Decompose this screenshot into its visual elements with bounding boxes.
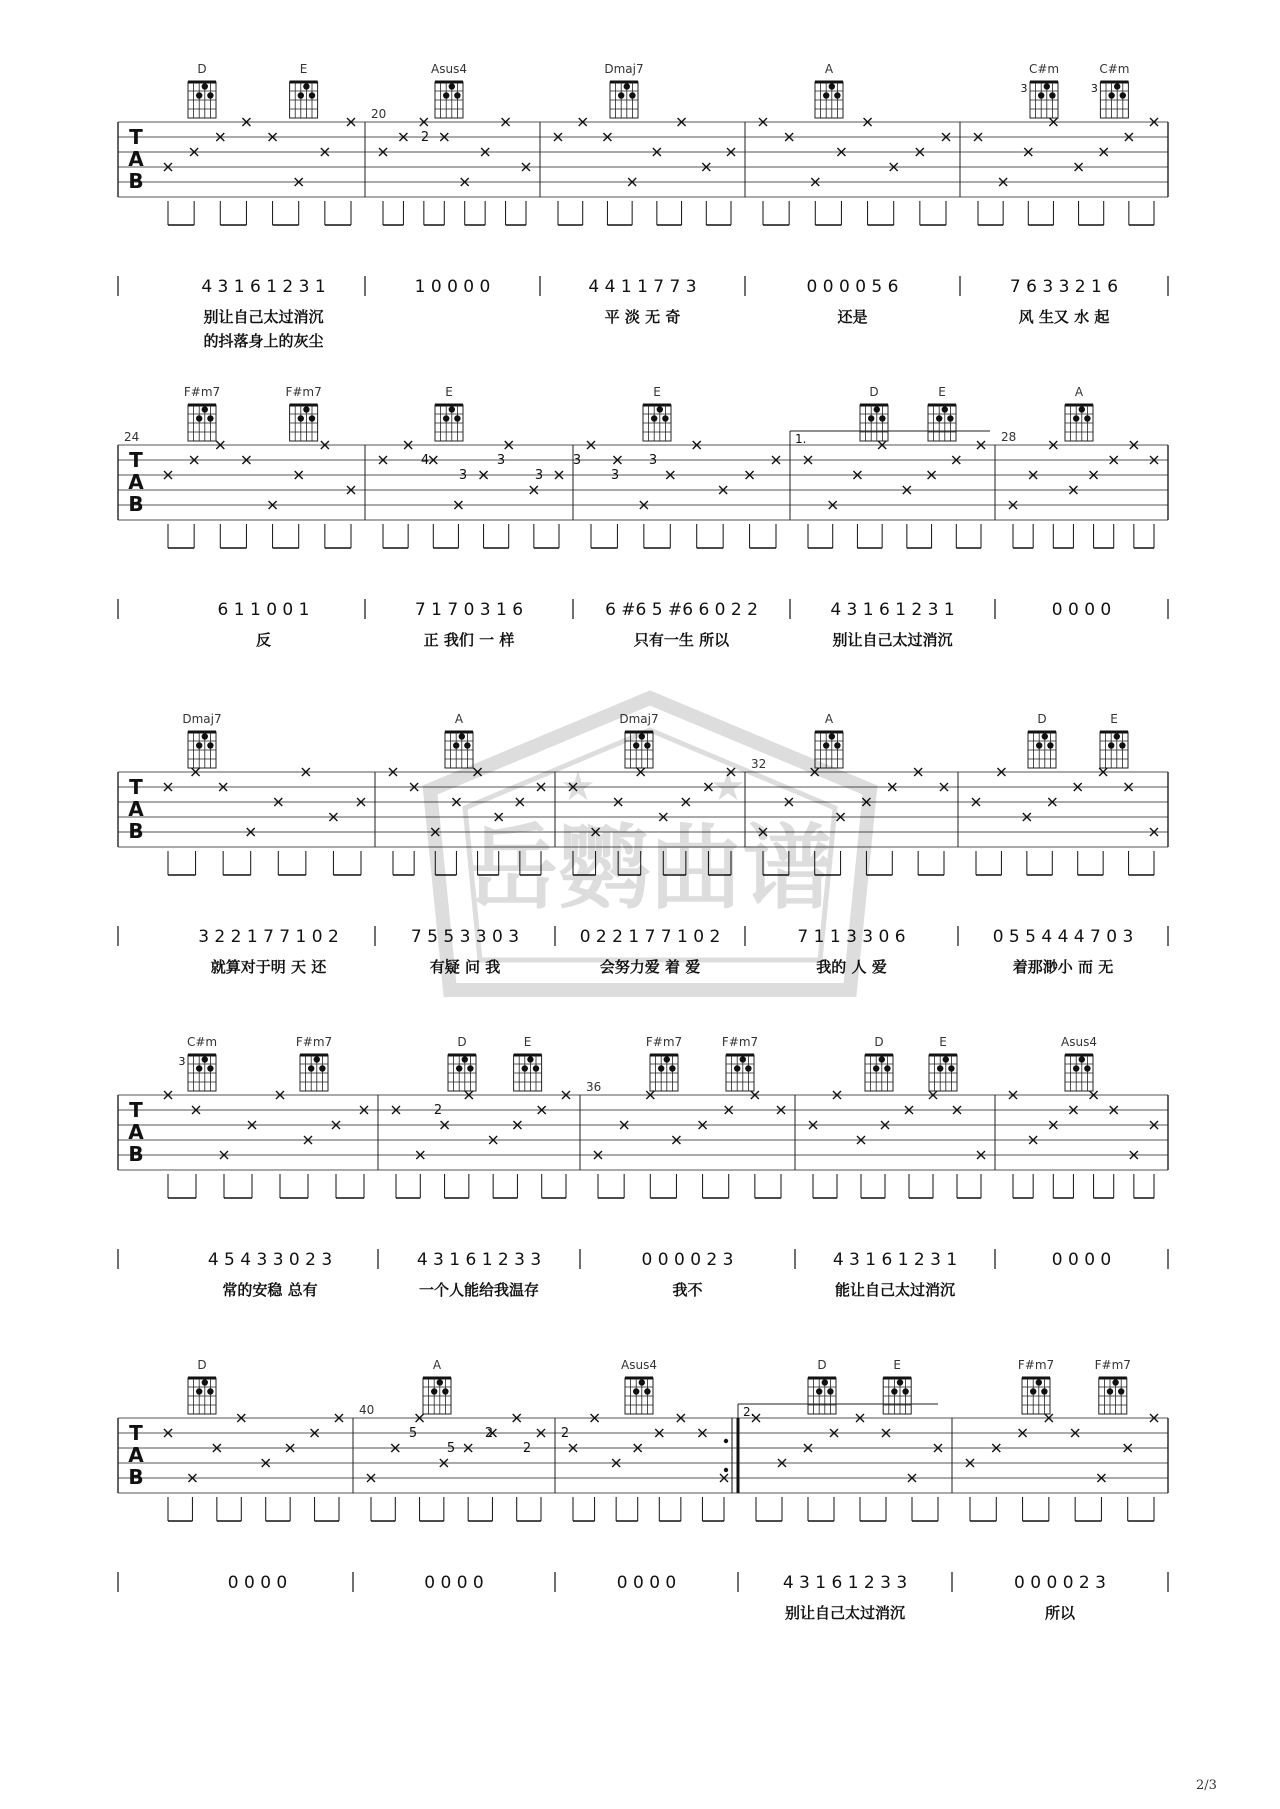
- chord-dot: [658, 1065, 664, 1071]
- chord-dot: [629, 92, 635, 98]
- tab-clef: B: [128, 1142, 144, 1166]
- chord-dot: [942, 406, 948, 412]
- chord-dot: [644, 1388, 650, 1394]
- chord-name: C#m: [1028, 62, 1060, 76]
- chord-name: A: [454, 712, 464, 726]
- chord-dot: [879, 1056, 885, 1062]
- chord-dot: [884, 1065, 890, 1071]
- tab-staff: [118, 1403, 1168, 1521]
- tab-fret-number: 2: [433, 1103, 443, 1118]
- chord-dot: [1079, 1056, 1085, 1062]
- chord-name: A: [1074, 385, 1084, 399]
- chord-name: E: [299, 62, 308, 76]
- chord-dot: [816, 1388, 822, 1394]
- chord-dot: [303, 83, 309, 89]
- chord-diagram: [179, 1035, 218, 1091]
- chord-dot: [1079, 406, 1085, 412]
- chord-diagram: [182, 712, 221, 768]
- chord-name: E: [939, 1035, 947, 1049]
- svg-text:★: ★: [560, 764, 596, 810]
- chord-dot: [829, 733, 835, 739]
- chord-dot: [314, 1056, 320, 1062]
- chord-dot: [298, 415, 304, 421]
- measure-number: 32: [751, 757, 767, 771]
- numbered-notation-measure: 4 3 1 6 1 2 3 1: [830, 600, 955, 620]
- chord-dot: [662, 415, 668, 421]
- chord-diagram: [290, 62, 318, 118]
- tab-fret-number: 3: [534, 468, 544, 483]
- tab-clef: A: [128, 1120, 144, 1144]
- chord-dot: [456, 1065, 462, 1071]
- numbered-notation-measure: 6 #6 5 #6 6 0 2 2: [605, 600, 758, 620]
- chord-fret-number: 3: [1090, 82, 1098, 95]
- numbered-notation-measure: 7 1 7 0 3 1 6: [414, 600, 524, 620]
- numbered-notation-measure: 7 6 3 3 2 1 6: [1009, 277, 1119, 297]
- svg-text:★: ★: [710, 764, 746, 810]
- chord-dot: [633, 1388, 639, 1394]
- numbered-notation-measure: 0 5 5 4 4 4 7 0 3: [992, 927, 1134, 947]
- numbered-notation-measure: 1 0 0 0 0: [414, 277, 491, 297]
- chord-dot: [879, 415, 885, 421]
- chord-fret-number: 3: [1020, 82, 1028, 95]
- chord-dot: [202, 83, 208, 89]
- chord-diagram: [1065, 385, 1093, 441]
- chord-name: Dmaj7: [619, 712, 659, 726]
- lyric-line: 风 生又 水 起: [1018, 308, 1110, 326]
- chord-diagram: [514, 1035, 542, 1091]
- chord-name: D: [817, 1358, 827, 1372]
- chord-name: A: [432, 1358, 442, 1372]
- chord-diagram: [1018, 1358, 1054, 1414]
- lyric-line: 就算对于明 天 还: [210, 958, 327, 976]
- lyric-line: 还是: [837, 308, 868, 326]
- chord-diagram: [621, 1358, 657, 1414]
- measure-number: 28: [1001, 430, 1017, 444]
- tab-staff: [118, 757, 1168, 875]
- chord-dot: [624, 83, 630, 89]
- chord-dot: [1120, 92, 1126, 98]
- system-row-5: [118, 1358, 1168, 1622]
- chord-dot: [669, 1065, 675, 1071]
- tab-clef: T: [129, 1098, 143, 1122]
- numbered-notation-measure: 7 5 5 3 3 0 3: [410, 927, 520, 947]
- chord-diagram: [188, 62, 216, 118]
- tab-clef: B: [128, 1465, 144, 1489]
- chord-dot: [467, 1065, 473, 1071]
- tab-fret-number: 2: [420, 130, 430, 145]
- chord-diagram: [722, 1035, 758, 1091]
- chord-dot: [449, 406, 455, 412]
- numbered-notation-measure: 0 0 0 0: [616, 1573, 677, 1593]
- system-row-1: [118, 62, 1168, 350]
- tab-fret-number: 3: [496, 453, 506, 468]
- chord-name: C#m: [1099, 62, 1130, 76]
- chord-diagram: [1061, 1035, 1097, 1091]
- tab-staff: [118, 107, 1168, 225]
- chord-dot: [449, 83, 455, 89]
- chord-dot: [868, 415, 874, 421]
- numbered-notation-measure: 0 0 0 0: [1051, 1250, 1112, 1270]
- chord-dot: [319, 1065, 325, 1071]
- chord-dot: [202, 733, 208, 739]
- chord-dot: [454, 92, 460, 98]
- tab-clef: T: [129, 125, 143, 149]
- chord-dot: [874, 406, 880, 412]
- numbered-notation-measure: 0 0 0 0 2 3: [641, 1250, 734, 1270]
- chord-dot: [442, 1388, 448, 1394]
- tab-staff: [118, 1080, 1168, 1198]
- tab-fret-number: 3: [648, 453, 658, 468]
- chord-dot: [202, 406, 208, 412]
- chord-dot: [1108, 742, 1114, 748]
- lyric-line: 能让自己太过消沉: [834, 1281, 956, 1299]
- chord-name: D: [197, 1358, 207, 1372]
- chord-dot: [1084, 1065, 1090, 1071]
- tab-clef: B: [128, 819, 144, 843]
- chord-diagram: [423, 1358, 451, 1414]
- chord-dot: [1114, 733, 1120, 739]
- chord-dot: [196, 1065, 202, 1071]
- chord-dot: [1114, 83, 1120, 89]
- chord-dot: [664, 1056, 670, 1062]
- chord-dot: [443, 415, 449, 421]
- chord-dot: [527, 1056, 533, 1062]
- chord-dot: [202, 1379, 208, 1385]
- lyric-line: 我的 人 爱: [816, 958, 887, 976]
- lyric-line: 我不: [672, 1281, 703, 1299]
- chord-name: F#m7: [285, 385, 322, 399]
- chord-dot: [1049, 92, 1055, 98]
- chord-dot: [1042, 733, 1048, 739]
- chord-dot: [829, 83, 835, 89]
- chord-name: A: [824, 62, 834, 76]
- numbered-notation-measure: 4 5 4 3 3 0 2 3: [207, 1250, 333, 1270]
- chord-name: D: [457, 1035, 467, 1049]
- chord-diagram: [435, 385, 463, 441]
- chord-name: Asus4: [621, 1358, 657, 1372]
- chord-diagram: [448, 1035, 476, 1091]
- chord-diagram: [1100, 712, 1128, 768]
- chord-dot: [823, 92, 829, 98]
- chord-dot: [1041, 1388, 1047, 1394]
- lyric-line: 只有一生 所以: [633, 631, 730, 649]
- tab-clef: A: [128, 147, 144, 171]
- tab-fret-number: 5: [446, 1441, 456, 1456]
- chord-name: F#m7: [721, 1035, 759, 1049]
- chord-name: C#m: [186, 1035, 218, 1049]
- tab-fret-number: 3: [610, 468, 620, 483]
- chord-dot: [196, 92, 202, 98]
- chord-name: F#m7: [1017, 1358, 1055, 1372]
- chord-diagram: [646, 1035, 682, 1091]
- chord-diagram: [1028, 712, 1056, 768]
- chord-name: D: [869, 385, 879, 399]
- measure-number: 24: [124, 430, 140, 444]
- numbered-notation-measure: 7 1 1 3 3 0 6: [797, 927, 906, 947]
- numbered-notation-measure: 0 0 0 0: [227, 1573, 288, 1593]
- chord-dot: [303, 406, 309, 412]
- chord-dot: [1036, 1379, 1042, 1385]
- chord-name: E: [1110, 712, 1118, 726]
- chord-dot: [1119, 742, 1125, 748]
- numbered-notation-measure: 0 0 0 0 5 6: [806, 277, 899, 297]
- chord-diagram: [928, 385, 956, 441]
- chord-dot: [827, 1388, 833, 1394]
- chord-name: Dmaj7: [182, 712, 222, 726]
- page-number: 2/3: [1196, 1778, 1217, 1793]
- chord-dot: [207, 92, 213, 98]
- chord-diagram: [604, 62, 643, 118]
- chord-diagram: [815, 712, 843, 768]
- chord-dot: [1073, 1065, 1079, 1071]
- chord-dot: [834, 742, 840, 748]
- tab-clef: B: [128, 169, 144, 193]
- volta-label: 2.: [743, 1405, 755, 1419]
- chord-dot: [1038, 92, 1044, 98]
- numbered-notation-measure: 4 3 1 6 1 2 3 3: [782, 1573, 908, 1593]
- chord-dot: [207, 1065, 213, 1071]
- chord-diagram: [285, 385, 321, 441]
- chord-name: F#m7: [645, 1035, 683, 1049]
- tab-clef: T: [129, 448, 143, 472]
- chord-dot: [873, 1065, 879, 1071]
- chord-dot: [1084, 415, 1090, 421]
- chord-dot: [454, 415, 460, 421]
- chord-diagram: [815, 62, 843, 118]
- chord-name: D: [1037, 712, 1047, 726]
- chord-dot: [947, 415, 953, 421]
- chord-dot: [431, 1388, 437, 1394]
- measure-number: 36: [586, 1080, 602, 1094]
- chord-dot: [1044, 83, 1050, 89]
- chord-diagram: [1095, 1358, 1131, 1414]
- system-row-3: [118, 712, 1168, 976]
- chord-name: F#m7: [1094, 1358, 1131, 1372]
- chord-fret-number: 3: [178, 1055, 186, 1068]
- chord-dot: [644, 742, 650, 748]
- chord-dot: [1107, 1388, 1113, 1394]
- chord-diagram: [619, 712, 658, 768]
- chord-diagram: [445, 712, 473, 768]
- chord-dot: [464, 742, 470, 748]
- chord-dot: [823, 742, 829, 748]
- measure-number: 40: [359, 1403, 375, 1417]
- chord-dot: [533, 1065, 539, 1071]
- lyric-line: 着那渺小 而 无: [1012, 958, 1114, 976]
- numbered-notation-measure: 6 1 1 0 0 1: [217, 600, 310, 620]
- chord-dot: [453, 742, 459, 748]
- volta-label: 1.: [795, 432, 807, 446]
- chord-name: Asus4: [431, 62, 467, 76]
- chord-dot: [437, 1379, 443, 1385]
- tab-staff: [118, 430, 1168, 548]
- chord-name: Asus4: [1061, 1035, 1097, 1049]
- tab-clef: T: [129, 1421, 143, 1445]
- numbered-notation-measure: 4 3 1 6 1 2 3 1: [201, 277, 326, 297]
- lyric-line: 会努力爱 着 爱: [599, 958, 701, 976]
- chord-dot: [207, 742, 213, 748]
- chord-dot: [891, 1388, 897, 1394]
- chord-dot: [462, 1056, 468, 1062]
- tab-fret-number: 5: [408, 1426, 418, 1441]
- chord-name: Dmaj7: [604, 62, 644, 76]
- chord-dot: [1047, 742, 1053, 748]
- lyric-line: 别让自己太过消沉: [784, 1604, 906, 1622]
- numbered-notation-measure: 0 0 0 0 2 3: [1014, 1573, 1106, 1593]
- tab-fret-number: 2: [560, 1426, 570, 1441]
- chord-diagram: [643, 385, 671, 441]
- lyric-line: 一个人能给我温存: [418, 1281, 540, 1299]
- chord-name: E: [523, 1035, 532, 1049]
- numbered-notation-measure: 4 3 1 6 1 2 3 3: [416, 1250, 542, 1270]
- chord-name: F#m7: [183, 385, 221, 399]
- chord-name: D: [874, 1035, 884, 1049]
- chord-dot: [740, 1056, 746, 1062]
- tab-fret-number: 4: [420, 453, 430, 468]
- numbered-notation-measure: 4 3 1 6 1 2 3 1: [832, 1250, 958, 1270]
- chord-dot: [1030, 1388, 1036, 1394]
- tab-clef: T: [129, 775, 143, 799]
- tab-clef: A: [128, 470, 144, 494]
- lyric-line: 别让自己太过消沉: [832, 631, 953, 649]
- chord-diagram: [808, 1358, 836, 1414]
- chord-dot: [745, 1065, 751, 1071]
- chord-dot: [948, 1065, 954, 1071]
- chord-name: E: [445, 385, 453, 399]
- numbered-notation-measure: 4 4 1 1 7 7 3: [588, 277, 697, 297]
- chord-dot: [196, 1388, 202, 1394]
- numbered-notation-measure: 0 2 2 1 7 7 1 0 2: [579, 927, 721, 947]
- chord-name: E: [938, 385, 946, 399]
- chord-dot: [196, 415, 202, 421]
- chord-dot: [309, 415, 315, 421]
- chord-diagram: [188, 1358, 216, 1414]
- chord-dot: [943, 1056, 949, 1062]
- chord-dot: [1112, 1379, 1118, 1385]
- chord-dot: [936, 415, 942, 421]
- numbered-notation-measure: 0 0 0 0: [1051, 600, 1112, 620]
- chord-dot: [897, 1379, 903, 1385]
- repeat-dot: [724, 1468, 728, 1472]
- lyric-line: 有疑 问 我: [429, 958, 501, 976]
- numbered-notation-measure: 3 2 2 1 7 7 1 0 2: [198, 927, 339, 947]
- chord-dot: [1073, 415, 1079, 421]
- chord-dot: [937, 1065, 943, 1071]
- chord-diagram: [184, 385, 220, 441]
- chord-dot: [308, 1065, 314, 1071]
- lyric-line: 常的安稳 总有: [222, 1281, 318, 1299]
- watermark-text: 岳鹦曲谱: [465, 815, 835, 922]
- chord-name: D: [197, 62, 207, 76]
- chord-dot: [196, 742, 202, 748]
- chord-dot: [834, 92, 840, 98]
- chord-name: F#m7: [295, 1035, 333, 1049]
- tab-fret-number: 2: [522, 1441, 532, 1456]
- chord-dot: [1118, 1388, 1124, 1394]
- chord-diagram: [865, 1035, 893, 1091]
- chord-dot: [657, 406, 663, 412]
- chord-dot: [633, 742, 639, 748]
- chord-dot: [207, 415, 213, 421]
- lyric-line: 所以: [1044, 1604, 1076, 1622]
- lyric-line: 正 我们 一 样: [423, 631, 515, 649]
- chord-dot: [443, 92, 449, 98]
- lyric-line-2: 的抖落身上的灰尘: [203, 332, 324, 350]
- lyric-line: 别让自己太过消沉: [203, 308, 324, 326]
- chord-dot: [298, 92, 304, 98]
- chord-dot: [822, 1379, 828, 1385]
- system-row-4: [118, 1035, 1168, 1299]
- numbered-notation-measure: 0 0 0 0: [424, 1573, 484, 1593]
- chord-dot: [639, 1379, 645, 1385]
- chord-name: E: [653, 385, 661, 399]
- chord-diagram: [296, 1035, 332, 1091]
- chord-dot: [1036, 742, 1042, 748]
- chord-diagram: [929, 1035, 957, 1091]
- chord-dot: [618, 92, 624, 98]
- chord-dot: [1108, 92, 1114, 98]
- repeat-dot: [724, 1439, 728, 1443]
- tab-clef: A: [128, 797, 144, 821]
- chord-diagram: [1091, 62, 1130, 118]
- tab-fret-number: 2: [484, 1426, 494, 1441]
- tab-clef: B: [128, 492, 144, 516]
- chord-dot: [902, 1388, 908, 1394]
- system-row-2: [118, 385, 1168, 649]
- chord-diagram: [883, 1358, 911, 1414]
- measure-number: 20: [371, 107, 387, 121]
- chord-diagram: [431, 62, 467, 118]
- lyric-line: 反: [255, 631, 272, 649]
- chord-name: A: [824, 712, 834, 726]
- chord-dot: [202, 1056, 208, 1062]
- tab-fret-number: 3: [458, 468, 468, 483]
- chord-dot: [309, 92, 315, 98]
- chord-diagram: [860, 385, 888, 441]
- chord-dot: [734, 1065, 740, 1071]
- chord-dot: [639, 733, 645, 739]
- chord-name: E: [893, 1358, 901, 1372]
- chord-dot: [459, 733, 465, 739]
- lyric-line: 平 淡 无 奇: [604, 308, 681, 326]
- chord-dot: [207, 1388, 213, 1394]
- tab-fret-number: 3: [572, 453, 582, 468]
- tab-clef: A: [128, 1443, 144, 1467]
- chord-dot: [522, 1065, 528, 1071]
- chord-diagram: [1021, 62, 1060, 118]
- chord-dot: [651, 415, 657, 421]
